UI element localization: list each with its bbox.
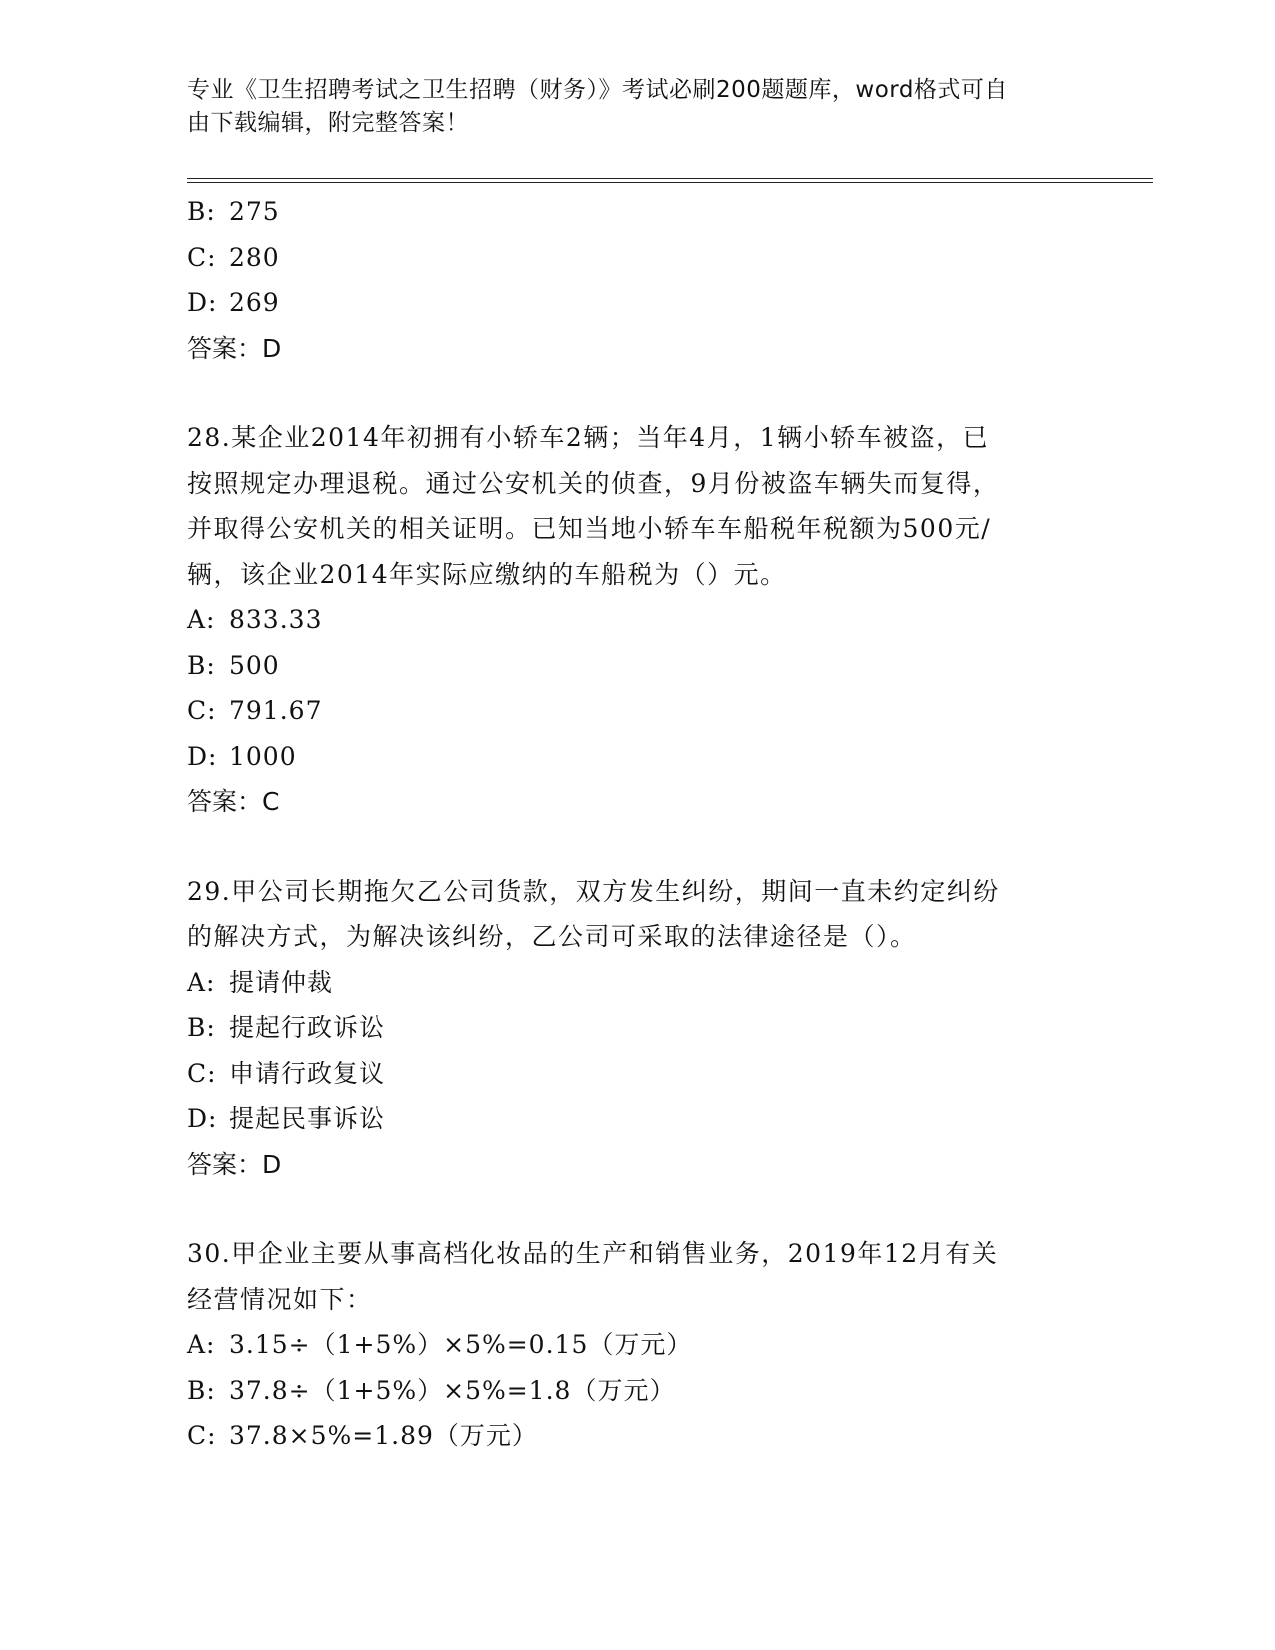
option-text: 280 [229, 242, 280, 272]
option-letter: C: [187, 242, 217, 272]
option-b [187, 1368, 1087, 1414]
option-letter: B: [187, 650, 216, 680]
option-c [187, 1413, 1087, 1459]
prev-question [187, 189, 1087, 371]
option-letter: D: [187, 288, 218, 317]
option-text: 提请仲裁 [229, 967, 334, 997]
option-letter: B: [187, 1375, 216, 1405]
question-text-line: 辆，该企业2014年实际应缴纳的车船税为（）元。 [187, 559, 787, 589]
option-text: 500 [229, 650, 280, 680]
question-text-line: 按照规定办理退税。通过公安机关的侦查，9月份被盗车辆失而复得， [187, 468, 1000, 498]
question-text-line: 29.甲公司长期拖欠乙公司货款，双方发生纠纷，期间一直未约定纠纷 [187, 876, 1000, 906]
answer-line: 答案：D [187, 333, 282, 363]
option-letter: A: [187, 605, 216, 634]
question-28 [187, 415, 1087, 825]
question-text-line: 28.某企业2014年初拥有小轿车2辆；当年4月，1辆小轿车被盗，已 [187, 423, 990, 452]
question-30 [187, 1231, 1087, 1459]
question-29 [187, 869, 1087, 1188]
question-text [187, 415, 1087, 597]
option-b [187, 189, 1087, 235]
option-text: 37.8×5%=1.89（万元） [229, 1421, 538, 1450]
option-letter: A: [187, 967, 216, 997]
header-rule-bottom [187, 182, 1153, 183]
option-text: 提起民事诉讼 [229, 1104, 386, 1133]
option-text: 833.33 [229, 605, 323, 634]
question-text-line: 的解决方式，为解决该纠纷，乙公司可采取的法律途径是（）。 [187, 922, 917, 951]
option-a [187, 1322, 1087, 1368]
answer-line: 答案：D [187, 1149, 282, 1179]
option-text: 275 [229, 197, 280, 226]
option-b [187, 1005, 1087, 1051]
question-text-line: 30.甲企业主要从事高档化妆品的生产和销售业务，2019年12月有关 [187, 1239, 999, 1268]
answer-line: 答案：C [187, 787, 280, 816]
option-a [187, 960, 1087, 1006]
option-letter: C: [187, 696, 217, 725]
option-d [187, 734, 1087, 780]
option-c [187, 235, 1087, 281]
document-header [187, 74, 1067, 140]
question-text-line: 并取得公安机关的相关证明。已知当地小轿车车船税年税额为500元/ [187, 514, 992, 543]
header-rule-top [187, 178, 1153, 179]
option-b [187, 643, 1087, 689]
option-letter: C: [187, 1058, 217, 1088]
option-letter: C: [187, 1421, 217, 1450]
option-text: 3.15÷（1+5%）×5%=0.15（万元） [229, 1330, 693, 1359]
option-c [187, 1051, 1087, 1097]
option-a [187, 597, 1087, 643]
option-letter: B: [187, 197, 216, 226]
header-line-1: 专业《卫生招聘考试之卫生招聘（财务）》考试必刷200题题库，word格式可自 [187, 77, 1008, 103]
option-c [187, 688, 1087, 734]
question-text [187, 1231, 1087, 1322]
option-letter: A: [187, 1330, 216, 1359]
option-letter: D: [187, 1104, 218, 1133]
question-list [187, 189, 1087, 1459]
option-letter: D: [187, 741, 218, 771]
question-text-line: 经营情况如下： [187, 1284, 373, 1314]
option-d [187, 1096, 1087, 1142]
header-line-2: 由下载编辑，附完整答案！ [187, 110, 469, 136]
option-text: 提起行政诉讼 [229, 1013, 386, 1042]
option-text: 37.8÷（1+5%）×5%=1.8（万元） [229, 1375, 676, 1405]
question-text [187, 869, 1087, 960]
option-text: 申请行政复议 [229, 1058, 386, 1088]
option-text: 1000 [229, 741, 297, 771]
option-text: 269 [229, 288, 280, 317]
option-text: 791.67 [229, 696, 323, 725]
option-letter: B: [187, 1013, 216, 1042]
option-d [187, 280, 1087, 326]
